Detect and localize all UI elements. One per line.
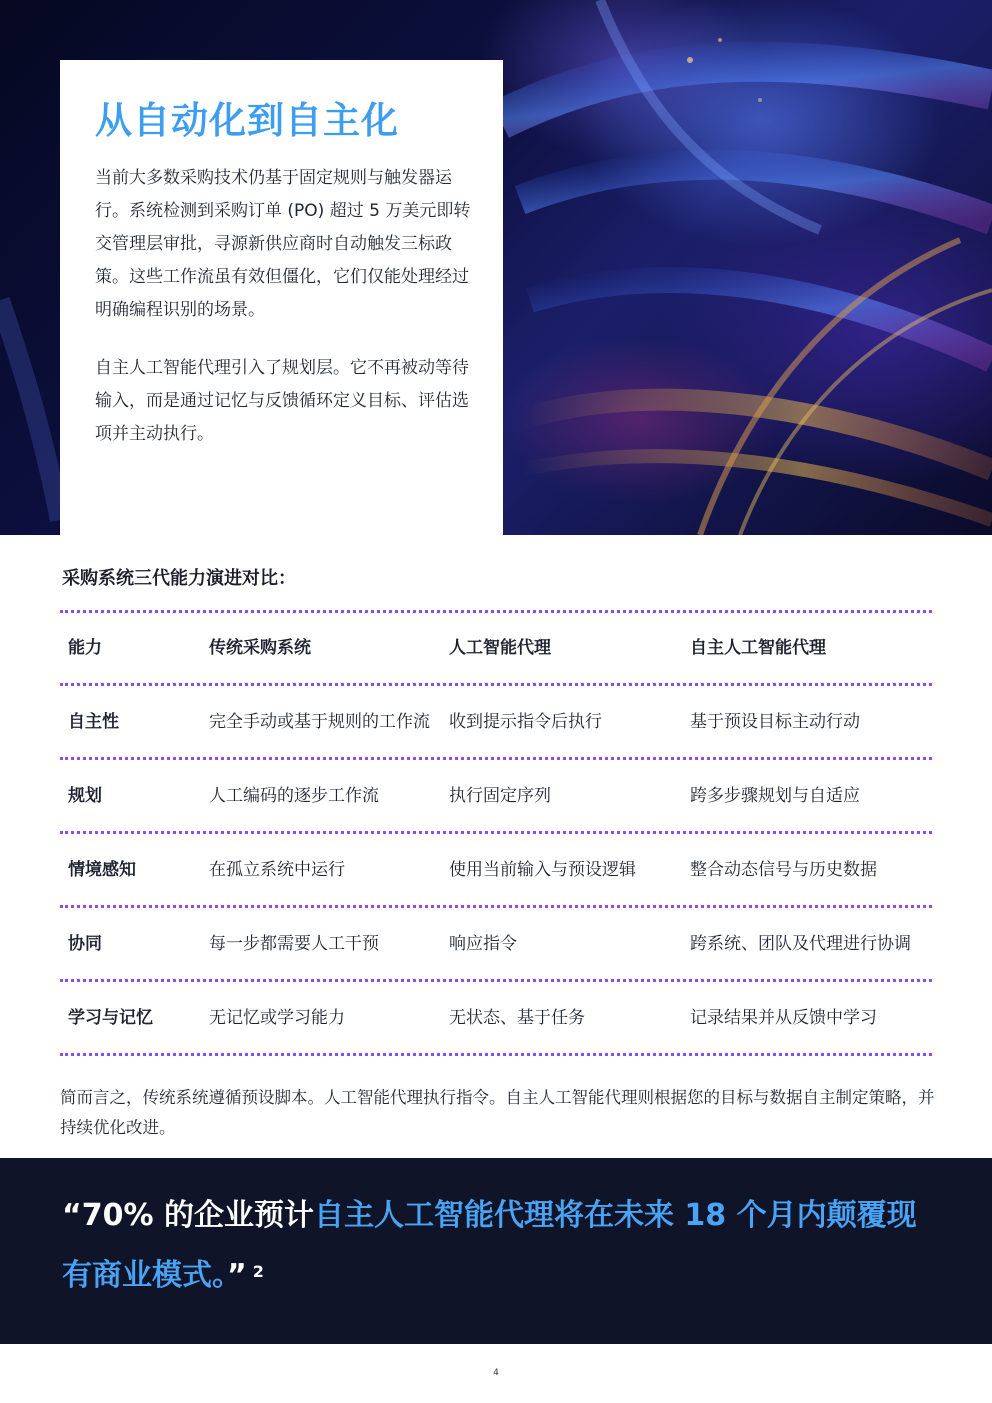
table-cell: 无状态、基于任务 bbox=[449, 1007, 585, 1028]
row-label: 学习与记忆 bbox=[68, 1007, 153, 1028]
table-row bbox=[60, 686, 932, 760]
hero-paragraph-2: 自主人工智能代理引入了规划层。它不再被动等待输入，而是通过记忆与反馈循环定义目标、评估选项并主动执行。 bbox=[95, 358, 469, 444]
header-ai-agent: 人工智能代理 bbox=[449, 638, 551, 658]
header-capability: 能力 bbox=[68, 638, 102, 658]
row-label: 协同 bbox=[68, 933, 102, 954]
table-cell: 每一步都需要人工干预 bbox=[209, 933, 379, 954]
table-row bbox=[60, 760, 932, 834]
table-cell: 整合动态信号与历史数据 bbox=[690, 859, 877, 880]
row-label: 自主性 bbox=[68, 711, 119, 732]
table-cell: 记录结果并从反馈中学习 bbox=[690, 1007, 877, 1028]
table-cell: 人工编码的逐步工作流 bbox=[209, 785, 379, 806]
table-cell: 跨多步骤规划与自适应 bbox=[690, 785, 860, 806]
table-cell: 跨系统、团队及代理进行协调 bbox=[690, 933, 911, 954]
table-cell: 使用当前输入与预设逻辑 bbox=[449, 859, 636, 880]
comparison-table-title: 采购系统三代能力演进对比： bbox=[62, 568, 296, 589]
row-label: 情境感知 bbox=[68, 859, 136, 880]
quote-banner bbox=[0, 1158, 992, 1344]
page-number: 4 bbox=[493, 1368, 499, 1378]
table-row bbox=[60, 982, 932, 1056]
hero-paragraph-1: 当前大多数采购技术仍基于固定规则与触发器运行。系统检测到采购订单 (PO) 超过 5 万美元即转交管理层审批，寻源新供应商时自动触发三标政策。这些工作流虽有效但僵化，它们仅能处理经过明确编程识别的场景。 bbox=[95, 168, 471, 320]
comparison-table bbox=[60, 610, 932, 1056]
table-cell: 收到提示指令后执行 bbox=[449, 711, 602, 732]
hero-text-card bbox=[60, 60, 503, 535]
hero-banner bbox=[0, 0, 992, 535]
table-header-row bbox=[60, 610, 932, 686]
pull-quote bbox=[62, 1186, 942, 1306]
quote-highlight: 自主人工智能代理将在未来 18 个月内颠覆现有商业模式。 bbox=[62, 1198, 917, 1293]
row-label: 规划 bbox=[68, 785, 102, 806]
footnote-marker: 2 bbox=[252, 1262, 264, 1281]
header-traditional: 传统采购系统 bbox=[209, 638, 311, 658]
table-cell: 执行固定序列 bbox=[449, 785, 551, 806]
table-cell: 响应指令 bbox=[449, 933, 517, 954]
page-title: 从自动化到自主化 bbox=[95, 99, 399, 142]
table-cell: 在孤立系统中运行 bbox=[209, 859, 345, 880]
quote-prefix: “70% 的企业预计 bbox=[62, 1198, 314, 1233]
header-agentic-ai: 自主人工智能代理 bbox=[690, 638, 826, 658]
table-cell: 基于预设目标主动行动 bbox=[690, 711, 860, 732]
quote-suffix: ” bbox=[227, 1258, 247, 1293]
summary-paragraph: 简而言之，传统系统遵循预设脚本。人工智能代理执行指令。自主人工智能代理则根据您的目标与数据自主制定策略，并持续优化改进。 bbox=[60, 1088, 935, 1137]
table-row bbox=[60, 834, 932, 908]
table-row bbox=[60, 908, 932, 982]
table-cell: 完全手动或基于规则的工作流 bbox=[209, 711, 430, 732]
table-cell: 无记忆或学习能力 bbox=[209, 1007, 345, 1028]
